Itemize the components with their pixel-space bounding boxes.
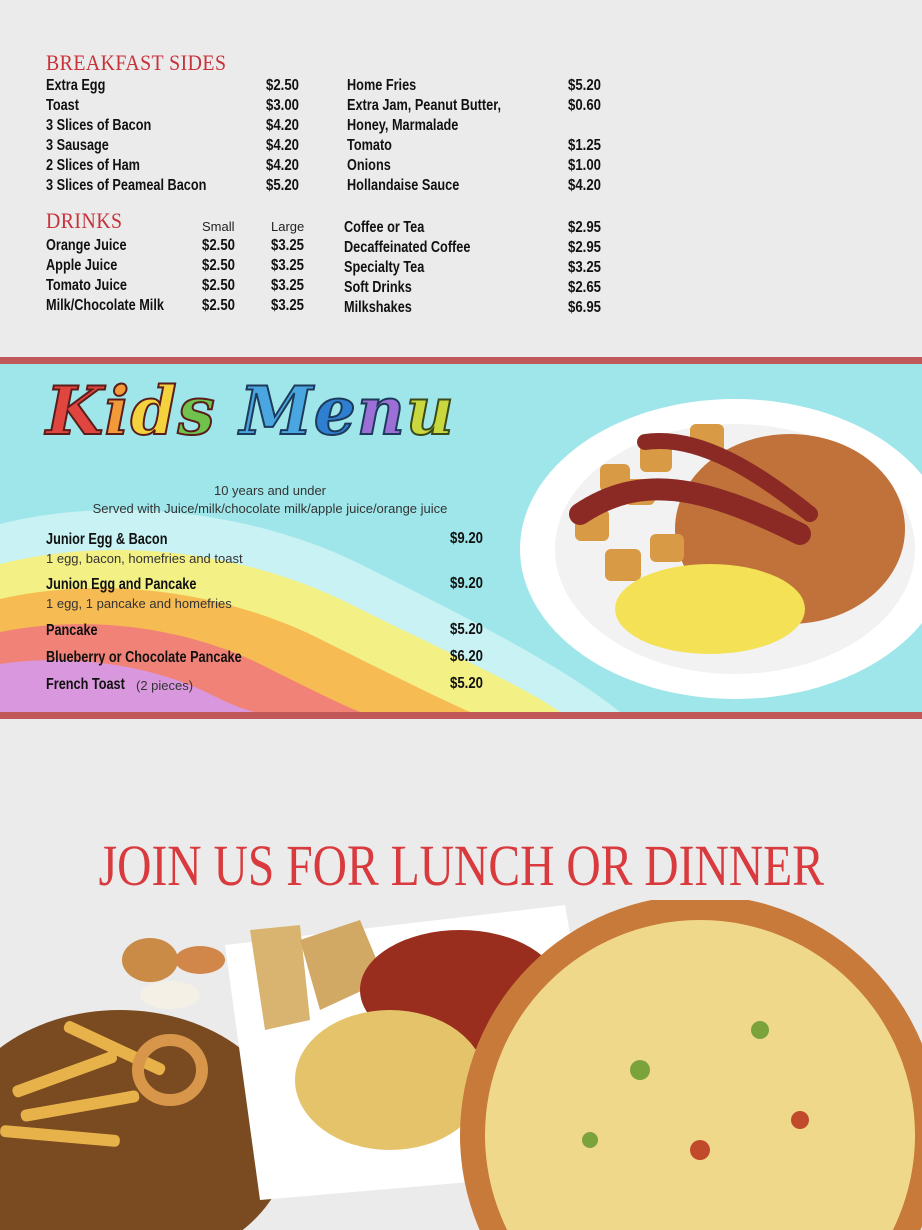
drink-name: Coffee or Tea (344, 219, 425, 236)
kids-menu-logo: Kids Menu (46, 372, 455, 450)
drink-small-price: $2.50 (202, 277, 235, 294)
drink-price: $6.95 (568, 299, 601, 316)
drink-name: Milkshakes (344, 299, 412, 316)
breakfast-side-name: 2 Slices of Ham (46, 157, 140, 174)
breakfast-side-price: $5.20 (568, 77, 601, 94)
parmigiana-image (295, 1010, 485, 1150)
breakfast-side-price: $4.20 (266, 157, 299, 174)
kids-item-description: 1 egg, 1 pancake and homefries (46, 596, 232, 611)
kids-item-note: (2 pieces) (136, 678, 194, 693)
drink-name: Decaffeinated Coffee (344, 239, 471, 256)
lunch-dinner-food-photo (0, 900, 922, 1230)
kids-menu-band (0, 357, 922, 719)
drink-large-price: $3.25 (271, 277, 304, 294)
breakfast-side-name: 3 Sausage (46, 137, 109, 154)
drink-price: $3.25 (568, 259, 601, 276)
kids-item-price: $5.20 (450, 675, 483, 692)
kids-item-price: $6.20 (450, 648, 483, 665)
breakfast-side-name: 3 Slices of Bacon (46, 117, 152, 134)
drinks-title: DRINKS (46, 208, 123, 233)
drink-name: Milk/Chocolate Milk (46, 297, 164, 314)
breakfast-side-name: Hollandaise Sauce (347, 177, 460, 194)
breakfast-side-price: $4.20 (568, 177, 601, 194)
breakfast-side-name: Extra Jam, Peanut Butter, (347, 97, 501, 114)
join-us-heading: JOIN US FOR LUNCH OR DINNER (98, 833, 824, 898)
breakfast-side-name: Honey, Marmalade (347, 117, 459, 134)
drinks-small-header: Small (202, 219, 235, 234)
drink-small-price: $2.50 (202, 257, 235, 274)
drink-name: Apple Juice (46, 257, 118, 274)
kids-item-description: 1 egg, bacon, homefries and toast (46, 551, 243, 566)
breakfast-side-price: $1.00 (568, 157, 601, 174)
dip-cup-image (175, 946, 225, 974)
kids-item-name: Blueberry or Chocolate Pancake (46, 649, 242, 666)
breakfast-side-price: $0.60 (568, 97, 601, 114)
drink-large-price: $3.25 (271, 297, 304, 314)
kids-item-name: French Toast (2 pieces) (46, 675, 142, 695)
scrambled-egg-image (615, 564, 805, 654)
drink-price: $2.65 (568, 279, 601, 296)
drink-price: $2.95 (568, 239, 601, 256)
kids-item-price: $9.20 (450, 575, 483, 592)
kids-subtitle-age: 10 years and under (213, 483, 327, 498)
kids-item-name: Junior Egg & Bacon (46, 531, 168, 548)
breakfast-side-name: Home Fries (347, 77, 417, 94)
breakfast-side-price: $4.20 (266, 137, 299, 154)
drink-small-price: $2.50 (202, 237, 235, 254)
breakfast-side-price: $5.20 (266, 177, 299, 194)
breakfast-side-price: $1.25 (568, 137, 601, 154)
drink-name: Specialty Tea (344, 259, 425, 276)
breakfast-side-name: Toast (46, 97, 79, 114)
drink-large-price: $3.25 (271, 257, 304, 274)
kids-item-name: Junion Egg and Pancake (46, 576, 197, 593)
drink-name: Soft Drinks (344, 279, 412, 296)
breakfast-side-price: $4.20 (266, 117, 299, 134)
kids-item-name: Pancake (46, 622, 98, 639)
breakfast-side-name: Onions (347, 157, 391, 174)
drink-price: $2.95 (568, 219, 601, 236)
drink-large-price: $3.25 (271, 237, 304, 254)
breakfast-side-name: 3 Slices of Peameal Bacon (46, 177, 207, 194)
kids-item-price: $9.20 (450, 530, 483, 547)
drink-name: Orange Juice (46, 237, 127, 254)
drink-small-price: $2.50 (202, 297, 235, 314)
drinks-large-header: Large (271, 219, 305, 234)
breakfast-side-price: $3.00 (266, 97, 299, 114)
drink-name: Tomato Juice (46, 277, 127, 294)
breakfast-side-name: Extra Egg (46, 77, 106, 94)
breakfast-sides-title: BREAKFAST SIDES (46, 50, 227, 75)
breakfast-side-name: Tomato (347, 137, 392, 154)
kids-subtitle-served: Served with Juice/milk/chocolate milk/apple juice/orange juice (92, 501, 448, 516)
breakfast-side-price: $2.50 (266, 77, 299, 94)
kids-item-price: $5.20 (450, 621, 483, 638)
